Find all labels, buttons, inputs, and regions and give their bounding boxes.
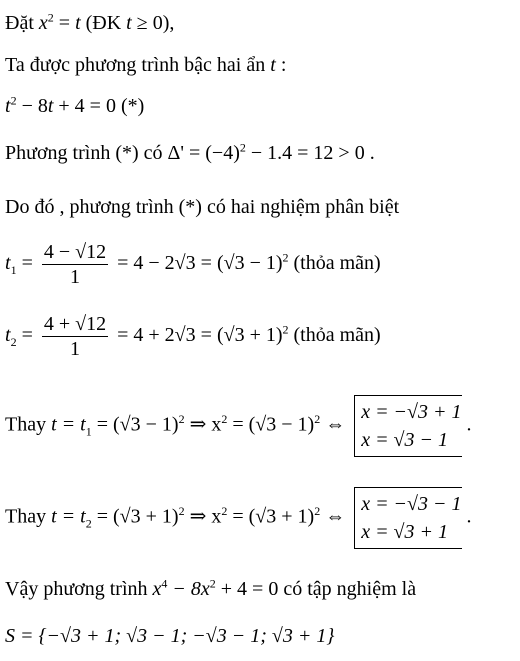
line-substitute-t2: Thay $t = t_2 = (√3 + 1)^2$ ⇒ $x^2 = (√3 + 1)^2$ ⇔ x = −√3 − 1 x = √3 + 1 . (5, 487, 472, 549)
solution-bracket-t1: x = −√3 + 1 x = √3 − 1 (354, 395, 461, 457)
line-solution-set: S = {−√3 + 1; √3 − 1; −√3 − 1; √3 + 1} (5, 625, 335, 647)
line-substitute-t1: Thay $t = t_1 = (√3 - 1)^2$ ⇒ $x^2 = (√3 - 1)^2$ ⇔ x = −√3 + 1 x = √3 − 1 . (5, 395, 472, 457)
line-quadratic-equation: $t^2 - 8t + 4 = 0$ (*) (5, 93, 145, 117)
solution-bracket-t2: x = −√3 − 1 x = √3 + 1 (354, 487, 461, 549)
line-substitution: Đặt $x^2 = t$ (ĐK t ≥ 0), (5, 10, 175, 34)
line-root-t2: $t_2$ = $\frac{4 + √12}{1}$ = $4 + 2√3 = (√3 + 1)^2$ (thỏa mãn) (5, 313, 381, 360)
line-two-roots: Do đó , phương trình (*) có hai nghiệm phân biệt (5, 196, 400, 218)
line-discriminant: Phương trình (*) có $\Delta' = (-4)^2 - 1.4 = 12 > 0$ . (5, 140, 375, 164)
line-conclusion: Vậy phương trình $x^4 - 8x^2 + 4 = 0$ có tập nghiệm là (5, 576, 417, 600)
line-quadratic-intro: Ta được phương trình bậc hai ẩn t : (5, 54, 287, 76)
line-root-t1: $t_1$ = $\frac{4 - √12}{1}$ = $4 - 2√3 = (√3 - 1)^2$ (thỏa mãn) (5, 241, 381, 288)
fraction-t2: $\frac{4 + √12}{1}$ (43, 313, 107, 360)
fraction-t1: $\frac{4 - √12}{1}$ (43, 241, 107, 288)
